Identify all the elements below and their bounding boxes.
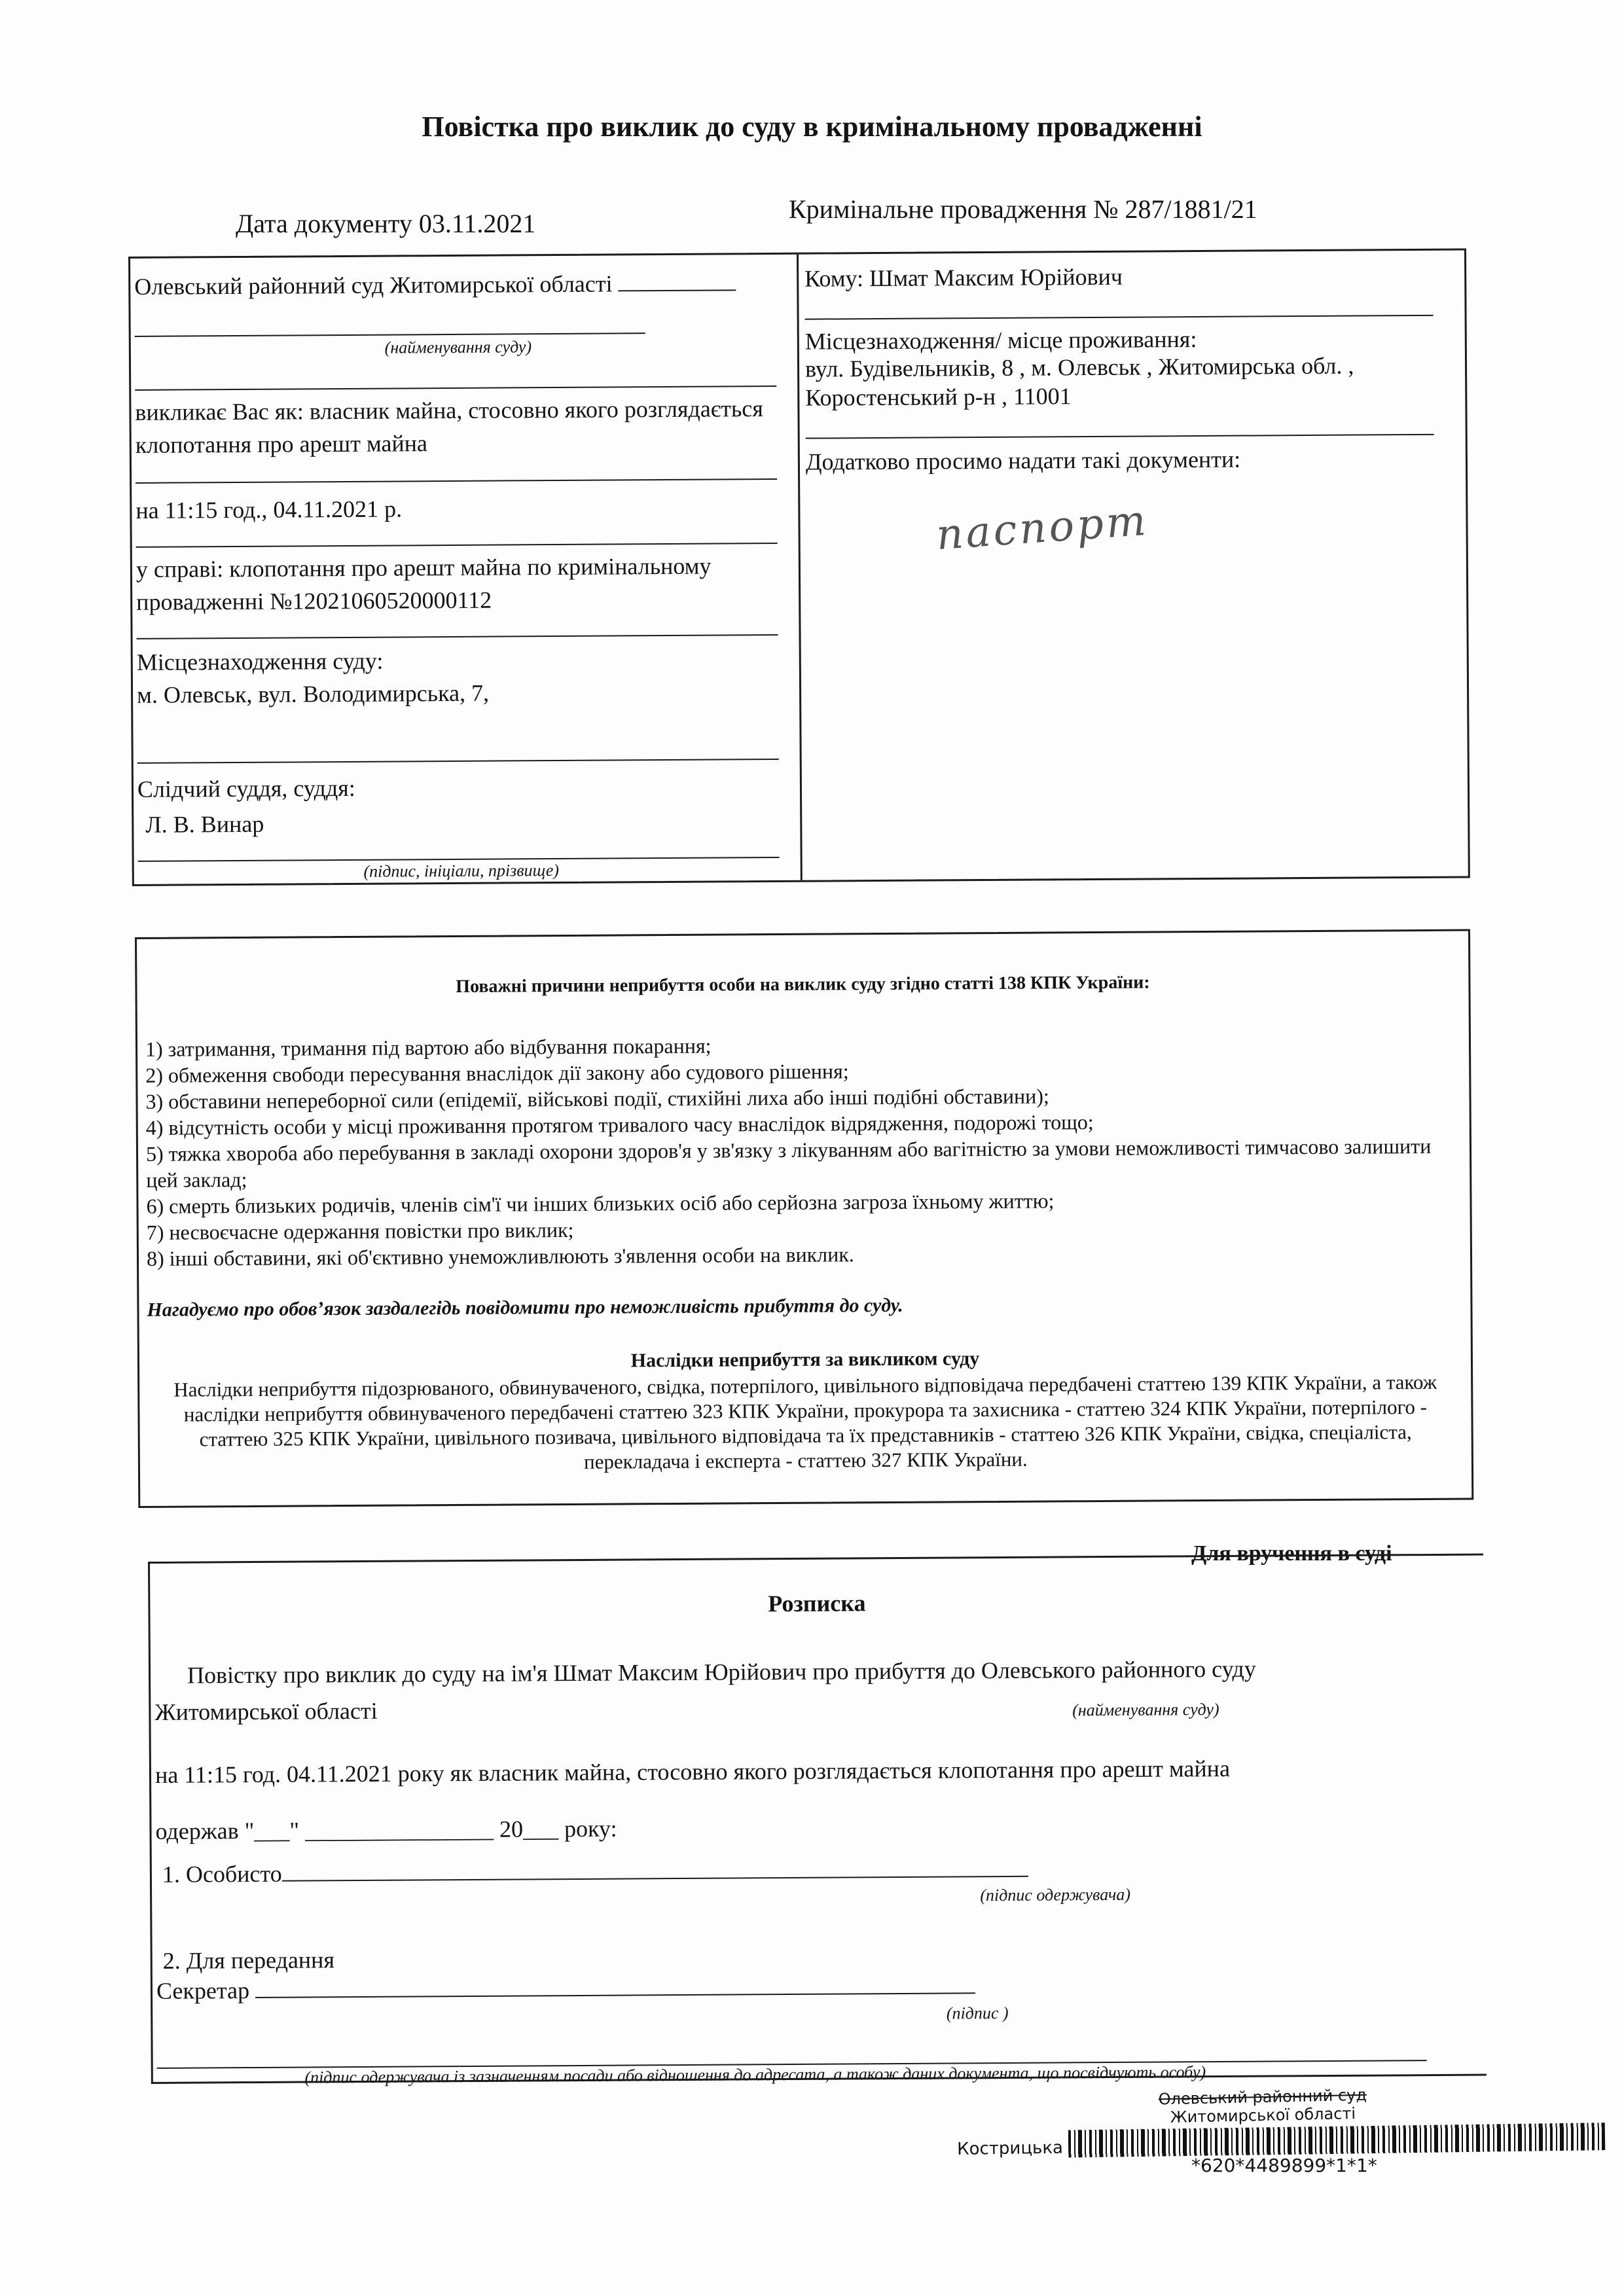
valid-reasons-box [135, 929, 1473, 1508]
receipt-line-3: на 11:15 год. 04.11.2021 року як власник майна, стосовно якого розглядається клопотання про арешт майна [154, 1755, 1231, 1788]
reason-item: 3) обставини непереборної сили (епідемії, військові події, стихійні лиха або інші подібні обставини); [145, 1084, 1049, 1113]
column-divider [797, 255, 803, 880]
reason-item: 7) несвоєчасне одержання повістки про виклик; [146, 1217, 574, 1244]
receipt-title: Розписка [768, 1590, 866, 1617]
court-location-value: м. Олевськ, вул. Володимирська, 7, [136, 679, 490, 708]
document-date: Дата документу 03.11.2021 [236, 209, 536, 238]
summons-role: викликає Вас як: власник майна, стосовно якого розглядається клопотання про арешт майна [135, 395, 764, 458]
case-number: Кримінальне провадження № 287/1881/21 [789, 194, 1257, 224]
court-name-caption: (найменування суду) [384, 337, 532, 357]
secretary-signature-field[interactable]: Секретар [156, 1972, 975, 2005]
reason-item: 5) тяжка хвороба або перебування в закладі охорони здоров'я у зв'язку з лікуванням або вагітністю за умови неможливості тимчасово залишити цей заклад; [145, 1134, 1432, 1192]
for-court-label: Для вручення в суді [1191, 1541, 1392, 1566]
judge-name: Л. В. Винар [145, 810, 264, 838]
clerk-name: Кострицька [956, 2138, 1064, 2159]
residence-label: Місцезнаходження/ місце проживання: [804, 326, 1197, 355]
personally-signature-field[interactable]: 1. Особисто [162, 1856, 1028, 1888]
consequences-text: Наслідки неприбуття підозрюваного, обвинуваченого, свідка, потерпілого, цивільного відповідача передбачені статтею 139 КПК України, а також наслідки неприбуття обвинуваченого передбачені статтею 323 КПК України, прокурора та захисника - статтею 324 КПК України, потерпілого - статтею 325 КПК України, цивільного позивача, цивільного відповідача та їх представників - статтею 326 КПК України, свідка, спеціаліста, перекладача і експерта - статтею 327 КПК України. [173, 1370, 1437, 1473]
consequences-title: Наслідки неприбуття за викликом суду [630, 1348, 980, 1372]
documents-label: Додатково просимо надати такі документи: [805, 446, 1241, 475]
reasons-title: Поважні причини неприбуття особи на виклик суду згідно статті 138 КПК України: [456, 972, 1150, 997]
case-matter: у справі: клопотання про арешт майна по кримінальному провадженні №12021060520000112 [135, 552, 712, 615]
court-stamp: Олевський районний суд Житомирської області [1158, 2085, 1367, 2126]
court-location-label: Місцезнаходження суду: [136, 647, 384, 675]
reason-item: 8) інші обставини, які об'єктивно унеможливлюють з'явлення особи на виклик. [146, 1242, 854, 1270]
reasons-list [145, 1028, 1457, 1272]
residence-line-1: вул. Будівельників, 8 , м. Олевськ , Житомирська обл. , [804, 352, 1354, 382]
reminder-text: Нагадуємо про обов’язок заздалегідь повідомити про неможливість прибуття до суду. [147, 1294, 903, 1321]
handwritten-documents: паспорт [934, 496, 1150, 560]
barcode-icon [1068, 2123, 1606, 2157]
reason-item: 4) відсутність особи у місці проживання протягом тривалого часу внаслідок відрядження, подорожі тощо; [145, 1110, 1094, 1139]
received-date-field[interactable]: одержав "___" ________________ 20___ року: [155, 1815, 617, 1844]
barcode-number: *620*4489899*1*1* [1191, 2155, 1377, 2176]
judge-label: Слідчий суддя, суддя: [137, 774, 355, 802]
transfer-label: 2. Для передання [162, 1946, 335, 1974]
summons-table [128, 249, 1470, 886]
secretary-caption: (підпис ) [946, 2003, 1009, 2023]
appearance-time: на 11:15 год., 04.11.2021 р. [135, 495, 403, 524]
page-title: Повістка про виклик до суду в кримінальному провадженні [422, 111, 1202, 143]
receipt-box [148, 1554, 1487, 2087]
court-name: Олевський районний суд Житомирської області [134, 266, 789, 303]
reason-item: 6) смерть близьких родичів, членів сім'ї чи інших близьких осіб або серйозна загроза їхньому життю; [146, 1189, 1055, 1218]
personally-caption: (підпис одержувача) [980, 1884, 1131, 1905]
residence-line-2: Коростенський р-н , 11001 [805, 383, 1072, 411]
receipt-line-1: Повістку про виклик до суду на ім'я Шмат Максим Юрійович про прибуття до Олевського районного суду [187, 1655, 1256, 1689]
footer-caption: (підпис одержувача із зазначенням посади або відношення до адресата, а також даних документа, що посвідчують особу) [304, 2062, 1206, 2087]
receipt-line-2: Житомирської області [154, 1697, 378, 1725]
receipt-court-caption: (найменування суду) [1072, 1700, 1219, 1720]
recipient: Кому: Шмат Максим Юрійович [804, 263, 1123, 292]
barcode-row [957, 2123, 1605, 2159]
judge-caption: (підпис, ініціали, прізвище) [363, 860, 560, 881]
reason-item: 1) затримання, тримання під вартою або відбування покарання; [145, 1033, 712, 1061]
reason-item: 2) обмеження свободи пересування внаслідок дії закону або судового рішення; [145, 1059, 849, 1087]
